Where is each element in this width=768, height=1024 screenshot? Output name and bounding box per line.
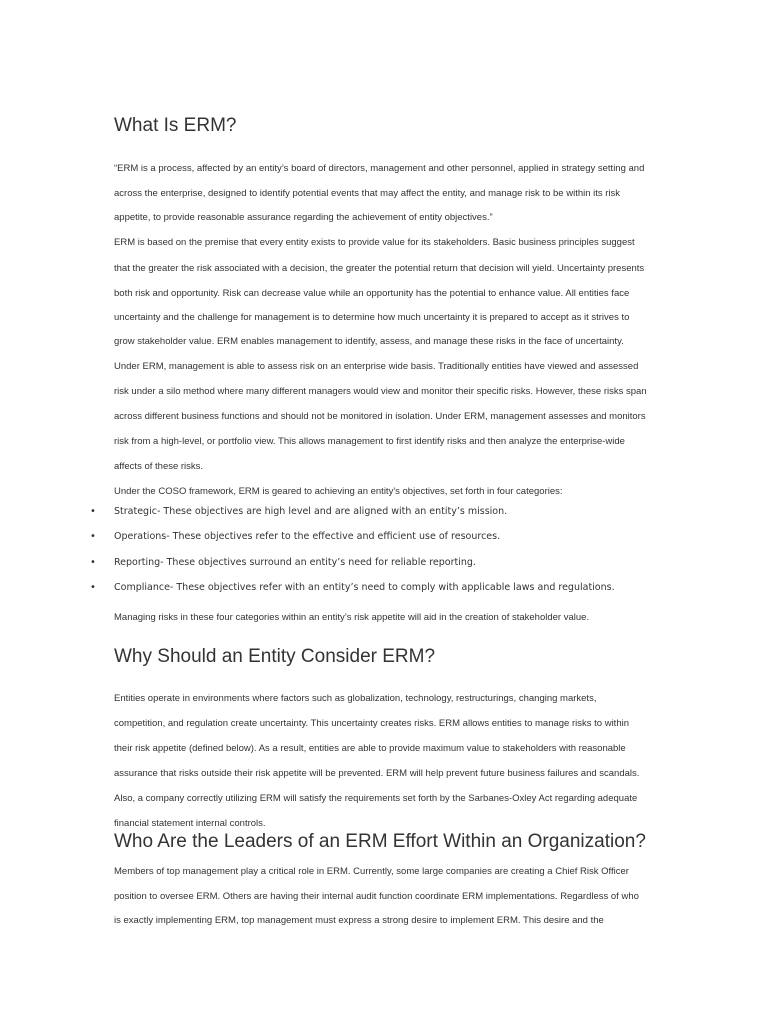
paragraph-line: Also, a company correctly utilizing ERM will satisfy the requirements set forth by the Sarbanes-Oxley Act regarding adequate [114,793,638,804]
paragraph-line: Managing risks in these four categories within an entity’s risk appetite will aid in the creation of stakeholder value. [114,612,590,623]
paragraph-line: across the enterprise, designed to identify potential events that may affect the entity, and manage risk to be within its risk [114,188,621,199]
heading-who-are-leaders: Who Are the Leaders of an ERM Effort Within an Organization? [114,831,646,852]
paragraph-line: risk from a high-level, or portfolio view. This allows management to first identify risks and then analyze the enterprise-wide [114,436,625,447]
list-item-text: Operations- These objectives refer to the effective and efficient use of resources. [114,531,501,542]
paragraph-line: both risk and opportunity. Risk can decrease value while an opportunity has the potential to enhance value. All entities face [114,288,630,299]
list-item [90,506,507,517]
paragraph-line: Under ERM, management is able to assess risk on an enterprise wide basis. Traditionally entities have viewed and assessed [114,361,639,372]
list-item-text: Strategic- These objectives are high level and are aligned with an entity’s mission. [114,506,508,517]
bullet-icon: • [90,506,96,517]
paragraph-line: assurance that risks outside their risk appetite will be prevented. ERM will help prevent future business failures and scandals. [114,768,640,779]
paragraph-line: Under the COSO framework, ERM is geared to achieving an entity's objectives, set forth in four categories: [114,486,563,497]
paragraph-line: grow stakeholder value. ERM enables management to identify, assess, and manage these risks in the face of uncertainty. [114,336,624,347]
paragraph-line: appetite, to provide reasonable assurance regarding the achievement of entity objectives.” [114,212,493,223]
paragraph-line: across different business functions and should not be monitored in isolation. Under ERM, management assesses and monitors [114,411,646,422]
bullet-icon: • [90,582,96,593]
paragraph-line: their risk appetite (defined below). As a result, entities are able to provide maximum value to stakeholders with reasonable [114,743,626,754]
heading-why-consider-erm: Why Should an Entity Consider ERM? [114,646,436,667]
paragraph-line: ERM is based on the premise that every entity exists to provide value for its stakeholders. Basic business principles suggest [114,237,635,248]
heading-what-is-erm: What Is ERM? [114,115,237,136]
list-item [90,582,615,593]
list-item [90,557,476,568]
paragraph-line: is exactly implementing ERM, top management must express a strong desire to implement ERM. This desire and the [114,915,604,926]
list-item-text: Compliance- These objectives refer with an entity’s need to comply with applicable laws and regulations. [114,582,615,593]
paragraph-line: Entities operate in environments where factors such as globalization, technology, restructurings, changing markets, [114,693,597,704]
bullet-icon: • [90,531,96,542]
bullet-icon: • [90,557,96,568]
paragraph-line: “ERM is a process, affected by an entity’s board of directors, management and other personnel, applied in strategy setting and [114,163,645,174]
list-item [90,531,500,542]
paragraph-line: risk under a silo method where many different managers would view and monitor their specific risks. However, these risks span [114,386,647,397]
paragraph-line: uncertainty and the challenge for management is to determine how much uncertainty it is prepared to accept as it strives to [114,312,630,323]
paragraph-line: financial statement internal controls. [114,818,266,829]
paragraph-line: Members of top management play a critical role in ERM. Currently, some large companies are creating a Chief Risk Officer [114,866,629,877]
list-item-text: Reporting- These objectives surround an entity’s need for reliable reporting. [114,557,476,568]
paragraph-line: competition, and regulation create uncertainty. This uncertainty creates risks. ERM allows entities to manage risks to within [114,718,629,729]
paragraph-line: that the greater the risk associated with a decision, the greater the potential return that decision will yield. Uncertainty presents [114,263,645,274]
paragraph-line: affects of these risks. [114,461,204,472]
paragraph-line: position to oversee ERM. Others are having their internal audit function coordinate ERM implementations. Regardless of who [114,891,639,902]
